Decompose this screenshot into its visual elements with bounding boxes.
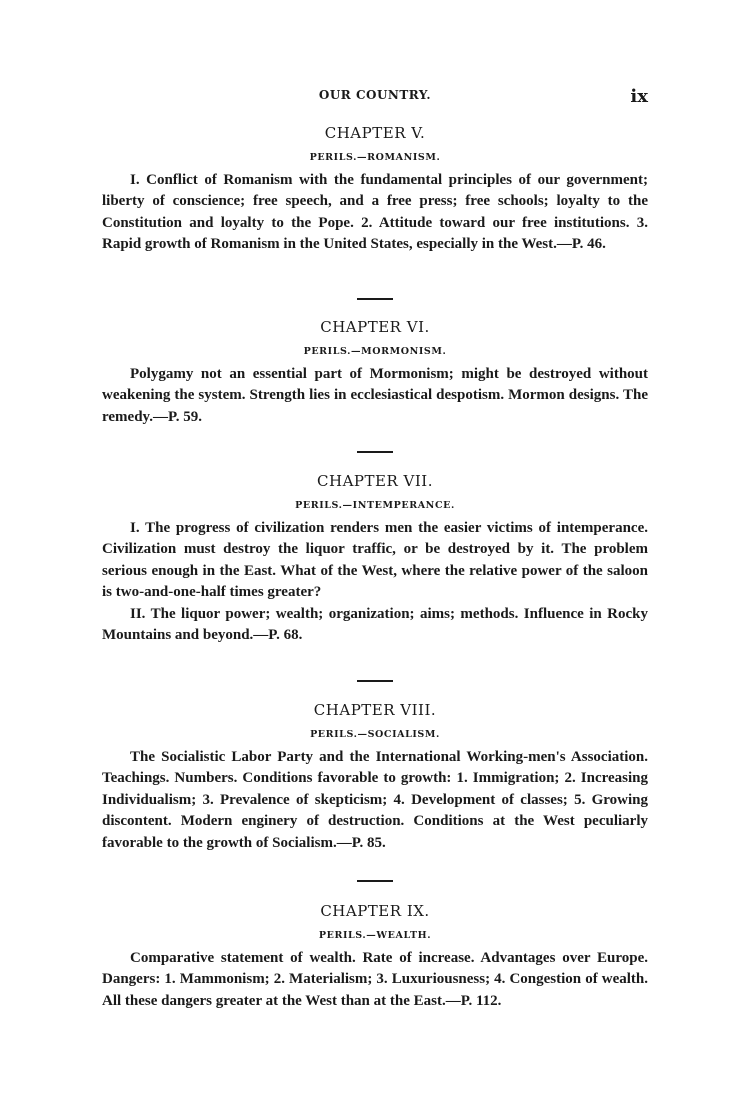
chapter-summary: II. The liquor power; wealth; organization; aims; methods. Influence in Rocky Mountains and beyond.—P. 68. [102,605,648,644]
chapter-viii [102,701,648,854]
chapter-title: CHAPTER IX. [320,902,430,920]
chapter-subtitle: PERILS.—INTEMPERANCE. [295,500,455,511]
chapter-vi [102,318,648,428]
chapter-summary: I. The progress of civilization renders men the easier victims of intemperance. Civilization must destroy the liquor traffic, or be destroyed by it. The problem serious enough in the East. What of the West, where the relative power of the saloon is two-and-one-half times greater? [102,520,648,601]
chapter-summary: Comparative statement of wealth. Rate of increase. Advantages over Europe. Dangers: 1. Mammonism; 2. Materialism; 3. Luxuriousness; 4. Congestion of wealth. All these dangers greater at the West than at the East.—P. 112. [102,950,648,1009]
chapter-subtitle: PERILS.—WEALTH. [318,930,432,941]
running-title: OUR COUNTRY. [318,88,432,102]
page-number: ix [630,86,648,107]
chapter-title: CHAPTER VIII. [313,701,437,719]
chapter-vii [102,472,648,646]
section-divider [357,880,393,882]
chapter-subtitle: PERILS.—ROMANISM. [309,152,441,163]
chapter-title: CHAPTER VII. [317,472,433,490]
section-divider [357,298,393,300]
running-head [102,86,648,110]
chapter-summary: The Socialistic Labor Party and the International Working-men's Association. Teachings. Numbers. Conditions favorable to growth: 1. Immigration; 2. Increasing Individualism; 3. Prevalence of skepticism; 4. Development of classes; 5. Growing discontent. Modern enginery of destruction. Conditions at the West peculiarly favorable to the growth of Socialism.—P. 85. [102,749,648,851]
chapter-title: CHAPTER V. [324,124,426,142]
chapter-v [102,124,648,256]
chapter-ix [102,902,648,1012]
chapter-title: CHAPTER VI. [320,318,430,336]
chapter-summary: I. Conflict of Romanism with the fundamental principles of our government; liberty of conscience; free speech, and a free press; free schools; loyalty to the Constitution and loyalty to the Pope. 2. Attitude toward our free institutions. 3. Rapid growth of Romanism in the United States, especially in the West.—P. 46. [102,172,648,253]
section-divider [357,680,393,682]
chapter-subtitle: PERILS.—SOCIALISM. [310,729,440,740]
section-divider [357,451,393,453]
chapter-summary: Polygamy not an essential part of Mormonism; might be destroyed without weakening the system. Strength lies in ecclesiastical despotism. Mormon designs. The remedy.—P. 59. [102,366,648,425]
chapter-subtitle: PERILS.—MORMONISM. [303,346,447,357]
